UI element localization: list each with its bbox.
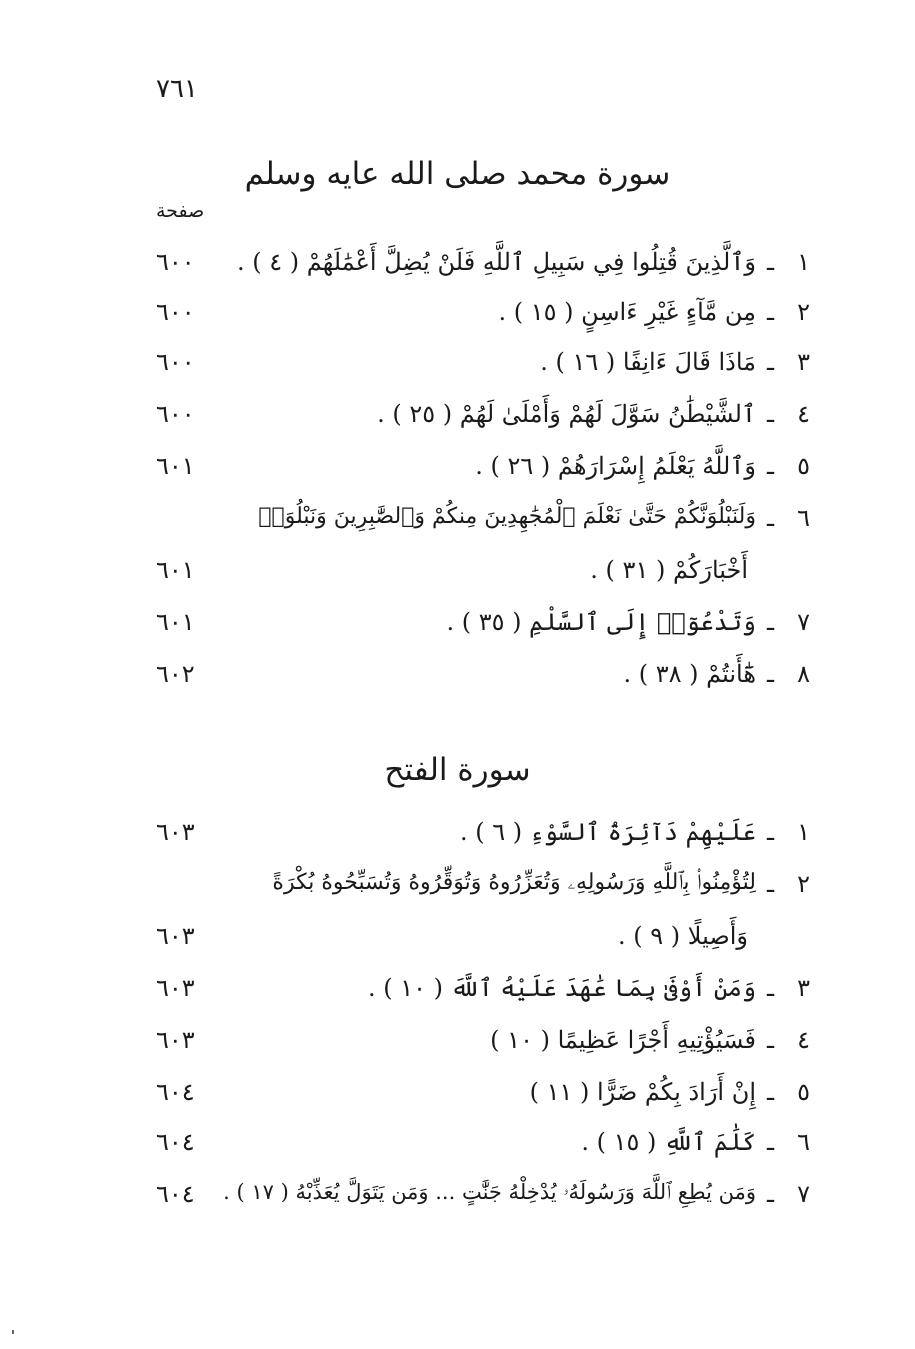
page-ref: ٦٠٤ — [156, 1128, 195, 1156]
list-item — [150, 1180, 810, 1220]
list-item — [150, 974, 810, 1014]
verse-text: مَاذَا قَالَ ءَانِفًا ( ١٦ ) . — [540, 348, 756, 376]
entry-number: ١ — [797, 818, 810, 846]
section-title-alfath: سورة الفتح — [384, 752, 531, 788]
list-item — [150, 452, 810, 492]
page-ref: ٦٠٣ — [156, 1026, 195, 1054]
entry-dash: ـ — [766, 1078, 774, 1106]
page-ref: ٦٠٣ — [156, 922, 195, 950]
verse-text: فَسَيُؤْتِيهِ أَجْرًا عَظِيمًا ( ١٠ ) — [490, 1026, 756, 1054]
verse-text: وَلَنَبْلُوَنَّكُمْ حَتَّىٰ نَعْلَمَ ٱلْمُجَٰهِدِينَ مِنكُمْ وَٱلصَّٰبِرِينَ وَنَبْلُوَا۟ — [258, 504, 756, 529]
scan-speck — [12, 1330, 14, 1334]
entry-dash: ـ — [766, 608, 774, 636]
page-ref: ٦٠٣ — [156, 974, 195, 1002]
verse-text-continuation: وَأَصِيلًا ( ٩ ) . — [618, 922, 748, 950]
list-item-continuation — [150, 556, 810, 596]
page-ref: ٦٠١ — [156, 608, 195, 636]
section-title-muhammad: سورة محمد صلى الله عايه وسلم — [244, 156, 671, 192]
entry-dash: ـ — [766, 1128, 774, 1156]
entry-dash: ـ — [766, 298, 774, 326]
entry-dash: ـ — [766, 1180, 774, 1208]
list-item — [150, 400, 810, 440]
list-item-continuation — [150, 922, 810, 962]
entry-dash: ـ — [766, 348, 774, 376]
verse-text: كَلَٰمَ ٱللَّهِ ( ١٥ ) . — [581, 1128, 756, 1156]
entry-dash: ـ — [766, 1026, 774, 1054]
verse-text: ٱلشَّيْطَٰنُ سَوَّلَ لَهُمْ وَأَمْلَىٰ لَهُمْ ( ٢٥ ) . — [377, 400, 756, 428]
entry-dash: ـ — [766, 248, 774, 276]
list-item — [150, 870, 810, 910]
page-ref: ٦٠٤ — [156, 1180, 195, 1208]
page-ref: ٦٠١ — [156, 452, 195, 480]
entry-dash: ـ — [766, 660, 774, 688]
list-item — [150, 660, 810, 700]
page-ref: ٦٠٠ — [156, 348, 195, 376]
entry-number: ٦ — [797, 504, 810, 532]
page-ref: ٦٠٢ — [156, 660, 195, 688]
entry-number: ٢ — [797, 298, 810, 326]
verse-text: مِن مَّآءٍ غَيْرِ ءَاسِنٍ ( ١٥ ) . — [498, 298, 756, 326]
page-ref: ٦٠٠ — [156, 248, 195, 276]
entry-number: ٥ — [797, 452, 810, 480]
entry-number: ٧ — [797, 1180, 810, 1208]
verse-text: وَمَن يُطِعِ ٱللَّهَ وَرَسُولَهُۥ يُدْخِلْهُ جَنَّٰتٍ ... وَمَن يَتَوَلَّ يُعَذِّبْهُ ( ١٧ ) . — [223, 1180, 756, 1204]
entry-number: ٦ — [797, 1128, 810, 1156]
entry-dash: ـ — [766, 974, 774, 1002]
page-ref: ٦٠١ — [156, 556, 195, 584]
list-item — [150, 1026, 810, 1066]
entry-number: ٣ — [797, 974, 810, 1002]
entry-dash: ـ — [766, 400, 774, 428]
verse-text: وَٱللَّهُ يَعْلَمُ إِسْرَارَهُمْ ( ٢٦ ) . — [475, 452, 756, 480]
verse-text: لِتُؤْمِنُوا۟ بِٱللَّهِ وَرَسُولِهِۦ وَتُعَزِّرُوهُ وَتُوَقِّرُوهُ وَتُسَبِّحُوهُ بُكْرَةً — [272, 870, 756, 895]
page-ref: ٦٠٠ — [156, 400, 195, 428]
entry-number: ٨ — [797, 660, 810, 688]
page-ref: ٦٠٣ — [156, 818, 195, 846]
page-ref: ٦٠٠ — [156, 298, 195, 326]
entry-number: ٧ — [797, 608, 810, 636]
verse-text: عَلَيْهِمْ دَآئِرَةُ ٱلسَّوْءِ ( ٦ ) . — [460, 818, 756, 846]
entry-dash: ـ — [766, 452, 774, 480]
entry-dash: ـ — [766, 504, 774, 532]
entry-number: ٤ — [797, 1026, 810, 1054]
verse-text: وَتَدْعُوٓا۟ إِلَى ٱلسَّلْمِ ( ٣٥ ) . — [446, 608, 756, 636]
list-item — [150, 298, 810, 338]
entry-number: ١ — [797, 248, 810, 276]
column-header-page: صفحة — [156, 200, 205, 222]
list-item — [150, 1128, 810, 1168]
verse-text: إِنْ أَرَادَ بِكُمْ ضَرًّا ( ١١ ) — [529, 1078, 756, 1106]
entry-number: ٢ — [797, 870, 810, 898]
list-item — [150, 348, 810, 388]
verse-text: هَٰٓأَنتُمْ ( ٣٨ ) . — [623, 660, 756, 688]
entry-dash: ـ — [766, 870, 774, 898]
verse-text-continuation: أَخْبَارَكُمْ ( ٣١ ) . — [590, 556, 748, 584]
entry-number: ٤ — [797, 400, 810, 428]
list-item — [150, 248, 810, 288]
verse-text: وَمَنْ أَوْفَىٰ بِمَا عَٰهَدَ عَلَيْهُ ٱللَّهَ ( ١٠ ) . — [368, 974, 756, 1002]
entry-number: ٥ — [797, 1078, 810, 1106]
entry-dash: ـ — [766, 818, 774, 846]
page-number: ٧٦١ — [156, 74, 198, 104]
entry-number: ٣ — [797, 348, 810, 376]
list-item — [150, 818, 810, 858]
list-item — [150, 608, 810, 648]
verse-text: وَٱلَّذِينَ قُتِلُوا فِي سَبِيلِ ٱللَّهِ فَلَنْ يُضِلَّ أَعْمَٰلَهُمْ ( ٤ ) . — [236, 248, 756, 276]
list-item — [150, 504, 810, 544]
page-ref: ٦٠٤ — [156, 1078, 195, 1106]
list-item — [150, 1078, 810, 1118]
